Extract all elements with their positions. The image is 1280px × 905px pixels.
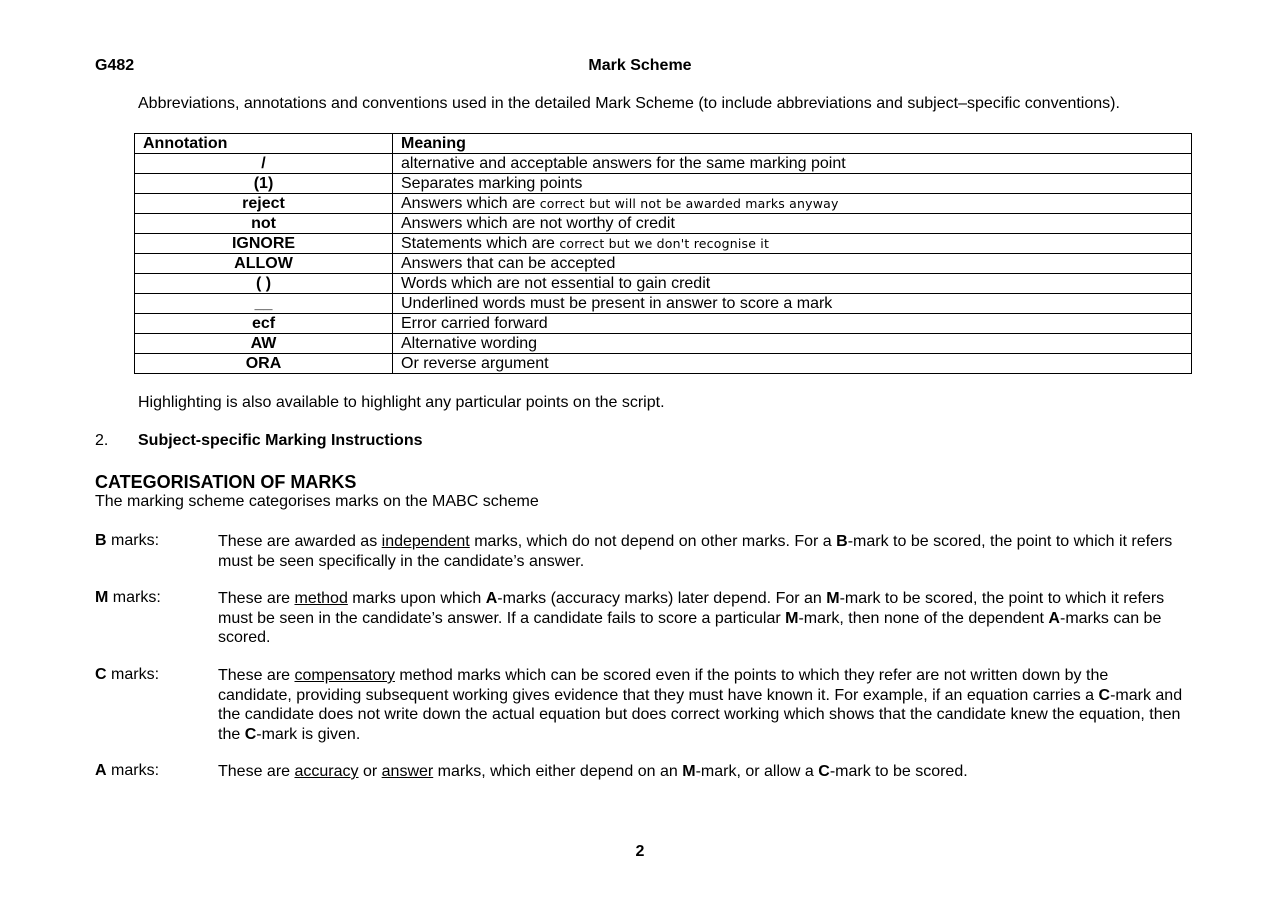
meaning-note: correct but we don't recognise it xyxy=(559,235,770,251)
table-row xyxy=(135,274,1192,294)
meaning-text: Answers which are xyxy=(401,194,536,212)
meaning-cell: alternative and acceptable answers for the same marking point xyxy=(393,154,1192,174)
section-title: Subject-specific Marking Instructions xyxy=(138,432,423,449)
meaning-cell: Answers that can be accepted xyxy=(393,254,1192,274)
table-row xyxy=(135,294,1192,314)
m-marks-label: M marks: xyxy=(95,589,161,606)
annotation-cell: ( ) xyxy=(135,274,393,294)
table-header-row xyxy=(135,134,1192,154)
c-marks-label: C marks: xyxy=(95,666,160,683)
annotation-cell: (1) xyxy=(135,174,393,194)
meaning-cell: Or reverse argument xyxy=(393,354,1192,374)
table-row xyxy=(135,354,1192,374)
annotation-cell: / xyxy=(135,154,393,174)
annotation-cell: ORA xyxy=(135,354,393,374)
a-marks-label: A marks: xyxy=(95,762,160,779)
meaning-note: correct but will not be awarded marks anyway xyxy=(539,195,839,211)
annotation-table xyxy=(134,133,1192,374)
annotation-cell: AW xyxy=(135,334,393,354)
page-number: 2 xyxy=(635,843,645,860)
meaning-text: Statements which are xyxy=(401,234,555,252)
table-row xyxy=(135,154,1192,174)
annotation-cell: reject xyxy=(135,194,393,214)
meaning-cell: Alternative wording xyxy=(393,334,1192,354)
table-row xyxy=(135,254,1192,274)
annotation-cell: IGNORE xyxy=(135,234,393,254)
annotation-cell: ecf xyxy=(135,314,393,334)
highlight-note: Highlighting is also available to highlight any particular points on the script. xyxy=(138,394,665,411)
meaning-cell: Error carried forward xyxy=(393,314,1192,334)
document-code: G482 xyxy=(95,57,135,74)
meaning-cell: Words which are not essential to gain credit xyxy=(393,274,1192,294)
table-row xyxy=(135,314,1192,334)
categorisation-subheading: The marking scheme categorises marks on the MABC scheme xyxy=(95,493,539,510)
categorisation-heading: CATEGORISATION OF MARKS xyxy=(95,472,357,492)
section-number: 2. xyxy=(95,432,109,449)
table-row xyxy=(135,194,1192,214)
a-marks-description: These are accuracy or answer marks, which either depend on an M-mark, or allow a C-mark to be scored. xyxy=(218,763,968,780)
meaning-cell xyxy=(393,194,1192,214)
b-marks-label: B marks: xyxy=(95,532,160,549)
b-marks-description: These are awarded as independent marks, which do not depend on other marks. For a B-mark to be scored, the point to which it refers must be seen specifically in the candidate’s answer. xyxy=(218,533,1173,570)
meaning-cell: Underlined words must be present in answer to score a mark xyxy=(393,294,1192,314)
column-header-meaning: Meaning xyxy=(393,134,1192,154)
table-row xyxy=(135,234,1192,254)
annotation-cell: ALLOW xyxy=(135,254,393,274)
meaning-cell: Separates marking points xyxy=(393,174,1192,194)
document-title: Mark Scheme xyxy=(588,57,692,74)
column-header-annotation: Annotation xyxy=(135,134,393,154)
annotation-cell: __ xyxy=(135,294,393,314)
meaning-cell: Answers which are not worthy of credit xyxy=(393,214,1192,234)
m-marks-description: These are method marks upon which A-marks (accuracy marks) later depend. For an M-mark to be scored, the point to which it refers must be seen in the candidate’s answer. If a candidate fails to score a particular M-mark, then none of the dependent A-marks can be scored. xyxy=(218,590,1165,646)
c-marks-description: These are compensatory method marks which can be scored even if the points to which they refer are not written down by the candidate, providing subsequent working gives evidence that they must have known it. For example, if an equation carries a C-mark and the candidate does not write down the actual equation but does correct working which shows that the candidate knew the equation, then the C-mark is given. xyxy=(218,667,1183,743)
table-row xyxy=(135,174,1192,194)
annotation-cell: not xyxy=(135,214,393,234)
table-row xyxy=(135,334,1192,354)
table-row xyxy=(135,214,1192,234)
meaning-cell xyxy=(393,234,1192,254)
intro-paragraph: Abbreviations, annotations and conventions used in the detailed Mark Scheme (to include abbreviations and subject–specific conventions). xyxy=(138,95,1120,112)
